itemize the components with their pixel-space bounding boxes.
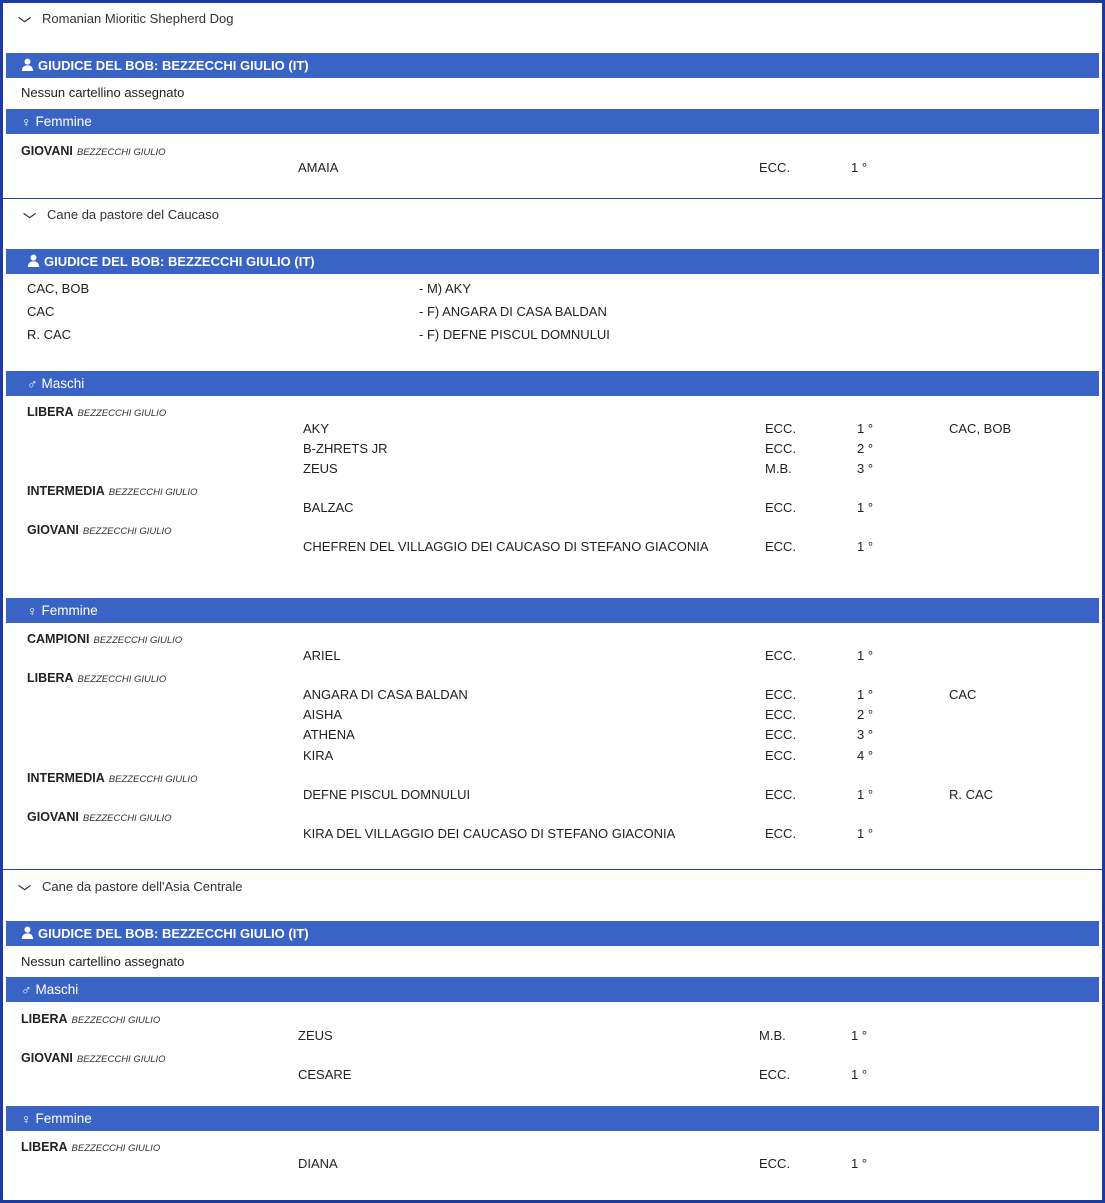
award-dog: - F) DEFNE PISCUL DOMNULUI (419, 327, 610, 342)
dog-placement: 3 ° (857, 461, 874, 476)
dog-name: ZEUS (298, 1028, 333, 1043)
breed-header[interactable] (6, 199, 1099, 229)
breed-name: Cane da pastore dell'Asia Centrale (42, 878, 243, 894)
class-heading (27, 770, 197, 785)
dog-name: CHEFREN DEL VILLAGGIO DEI CAUCASO DI STEFANO GIACONIA (303, 539, 709, 554)
dog-placement: 1 ° (857, 539, 874, 554)
sex-bar-femmine (6, 109, 1099, 134)
class-name: LIBERA (21, 1012, 68, 1026)
class-name: GIOVANI (27, 810, 79, 824)
female-symbol-icon: ♀ (27, 602, 38, 619)
no-cards-message: Nessun cartellino assegnato (21, 954, 185, 969)
user-icon (21, 926, 34, 942)
class-heading (27, 631, 182, 646)
dog-name: DIANA (298, 1156, 338, 1171)
chevron-down-icon: ⌵ (18, 10, 31, 25)
dog-placement: 1 ° (851, 1067, 868, 1082)
dog-name: AKY (303, 421, 330, 436)
award-title: CAC, BOB (27, 281, 90, 296)
dog-placement: 3 ° (857, 727, 874, 742)
class-name: INTERMEDIA (27, 484, 105, 498)
dog-placement: 1 ° (851, 1156, 868, 1171)
dog-qualification: ECC. (759, 160, 791, 175)
class-judge: BEZZECCHI GIULIO (108, 774, 198, 785)
dog-name: AISHA (303, 707, 343, 722)
user-icon (21, 58, 34, 74)
dog-name: B-ZHRETS JR (303, 441, 388, 456)
judge-bar-label: GIUDICE DEL BOB: BEZZECCHI GIULIO (IT) (44, 254, 315, 269)
breed-header[interactable] (6, 3, 1099, 33)
dog-name: CESARE (298, 1067, 352, 1082)
breed-name: Cane da pastore del Caucaso (47, 206, 220, 222)
dog-placement: 1 ° (857, 787, 874, 802)
class-heading (27, 522, 172, 537)
dog-qualification: ECC. (765, 826, 797, 841)
dog-name: ATHENA (303, 727, 355, 742)
class-name: GIOVANI (21, 144, 73, 158)
sex-label: Maschi (41, 376, 85, 391)
class-heading (27, 670, 166, 685)
dog-name: BALZAC (303, 500, 354, 515)
class-heading (21, 1011, 160, 1026)
chevron-down-icon: ⌵ (18, 878, 31, 893)
breed-header[interactable] (6, 871, 1099, 901)
class-judge: BEZZECCHI GIULIO (71, 1015, 161, 1026)
award-dog: - F) ANGARA DI CASA BALDAN (419, 304, 607, 319)
dog-qualification: ECC. (765, 727, 797, 742)
judge-bar (6, 249, 1099, 274)
class-name: CAMPIONI (27, 632, 90, 646)
award-title: R. CAC (27, 327, 72, 342)
award-title: CAC (27, 304, 55, 319)
dog-qualification: M.B. (765, 461, 792, 476)
dog-qualification: ECC. (765, 539, 797, 554)
dog-name: KIRA (303, 748, 334, 763)
class-name: INTERMEDIA (27, 771, 105, 785)
no-cards-message: Nessun cartellino assegnato (21, 85, 185, 100)
sex-bar-femmine (6, 1106, 1099, 1131)
dog-name: DEFNE PISCUL DOMNULUI (303, 787, 471, 802)
breed-block (6, 199, 1099, 879)
dog-name: ZEUS (303, 461, 338, 476)
class-judge: BEZZECCHI GIULIO (93, 635, 183, 646)
class-name: LIBERA (27, 405, 74, 419)
sex-bar-maschi (6, 371, 1099, 396)
dog-placement: 1 ° (857, 687, 874, 702)
dog-award: CAC (949, 687, 977, 702)
dog-placement: 2 ° (857, 707, 874, 722)
dog-qualification: ECC. (765, 687, 797, 702)
class-judge: BEZZECCHI GIULIO (77, 408, 167, 419)
dog-qualification: ECC. (765, 787, 797, 802)
class-name: LIBERA (27, 671, 74, 685)
dog-placement: 1 ° (857, 500, 874, 515)
judge-bar-label: GIUDICE DEL BOB: BEZZECCHI GIULIO (IT) (38, 926, 309, 941)
judge-bar (6, 921, 1099, 946)
dog-name: ANGARA DI CASA BALDAN (303, 687, 468, 702)
dog-qualification: ECC. (765, 500, 797, 515)
class-name: GIOVANI (21, 1051, 73, 1065)
dog-placement: 1 ° (857, 826, 874, 841)
breed-name: Romanian Mioritic Shepherd Dog (42, 10, 234, 26)
class-judge: BEZZECCHI GIULIO (76, 1054, 166, 1065)
class-heading (21, 1050, 166, 1065)
dog-qualification: ECC. (765, 441, 797, 456)
award-dog: - M) AKY (419, 281, 472, 296)
dog-qualification: ECC. (765, 748, 797, 763)
sex-label: Femmine (35, 114, 92, 129)
dog-qualification: M.B. (759, 1028, 786, 1043)
dog-placement: 1 ° (857, 421, 874, 436)
sex-label: Femmine (41, 603, 98, 618)
class-name: GIOVANI (27, 523, 79, 537)
class-judge: BEZZECCHI GIULIO (71, 1143, 161, 1154)
class-judge: BEZZECCHI GIULIO (82, 813, 172, 824)
breed-block (6, 869, 1099, 1203)
dog-qualification: ECC. (759, 1067, 791, 1082)
dog-award: R. CAC (949, 787, 994, 802)
chevron-down-icon: ⌵ (23, 206, 36, 221)
dog-placement: 1 ° (851, 1028, 868, 1043)
judge-bar (6, 53, 1099, 78)
judge-bar-label: GIUDICE DEL BOB: BEZZECCHI GIULIO (IT) (38, 58, 309, 73)
class-judge: BEZZECCHI GIULIO (108, 487, 198, 498)
female-symbol-icon: ♀ (21, 1110, 32, 1127)
class-heading (27, 483, 197, 498)
dog-qualification: ECC. (765, 707, 797, 722)
dog-placement: 1 ° (851, 160, 868, 175)
user-icon (27, 254, 40, 270)
class-heading (27, 809, 172, 824)
dog-award: CAC, BOB (949, 421, 1012, 436)
class-name: LIBERA (21, 1140, 68, 1154)
dog-qualification: ECC. (765, 421, 797, 436)
class-judge: BEZZECCHI GIULIO (82, 526, 172, 537)
male-symbol-icon: ♂ (27, 375, 38, 392)
female-symbol-icon: ♀ (21, 113, 32, 130)
class-judge: BEZZECCHI GIULIO (77, 674, 167, 685)
dog-name: AMAIA (298, 160, 339, 175)
sex-label: Femmine (35, 1111, 92, 1126)
dog-qualification: ECC. (759, 1156, 791, 1171)
sex-bar-femmine (6, 598, 1099, 623)
dog-placement: 4 ° (857, 748, 874, 763)
class-judge: BEZZECCHI GIULIO (76, 147, 166, 158)
dog-qualification: ECC. (765, 648, 797, 663)
dog-placement: 1 ° (857, 648, 874, 663)
dog-name: ARIEL (303, 648, 341, 663)
sex-label: Maschi (35, 982, 79, 997)
male-symbol-icon: ♂ (21, 981, 32, 998)
class-heading (27, 404, 166, 419)
dog-name: KIRA DEL VILLAGGIO DEI CAUCASO DI STEFANO GIACONIA (303, 826, 676, 841)
sex-bar-maschi (6, 977, 1099, 1002)
class-heading (21, 1139, 160, 1154)
dog-placement: 2 ° (857, 441, 874, 456)
class-heading (21, 143, 166, 158)
